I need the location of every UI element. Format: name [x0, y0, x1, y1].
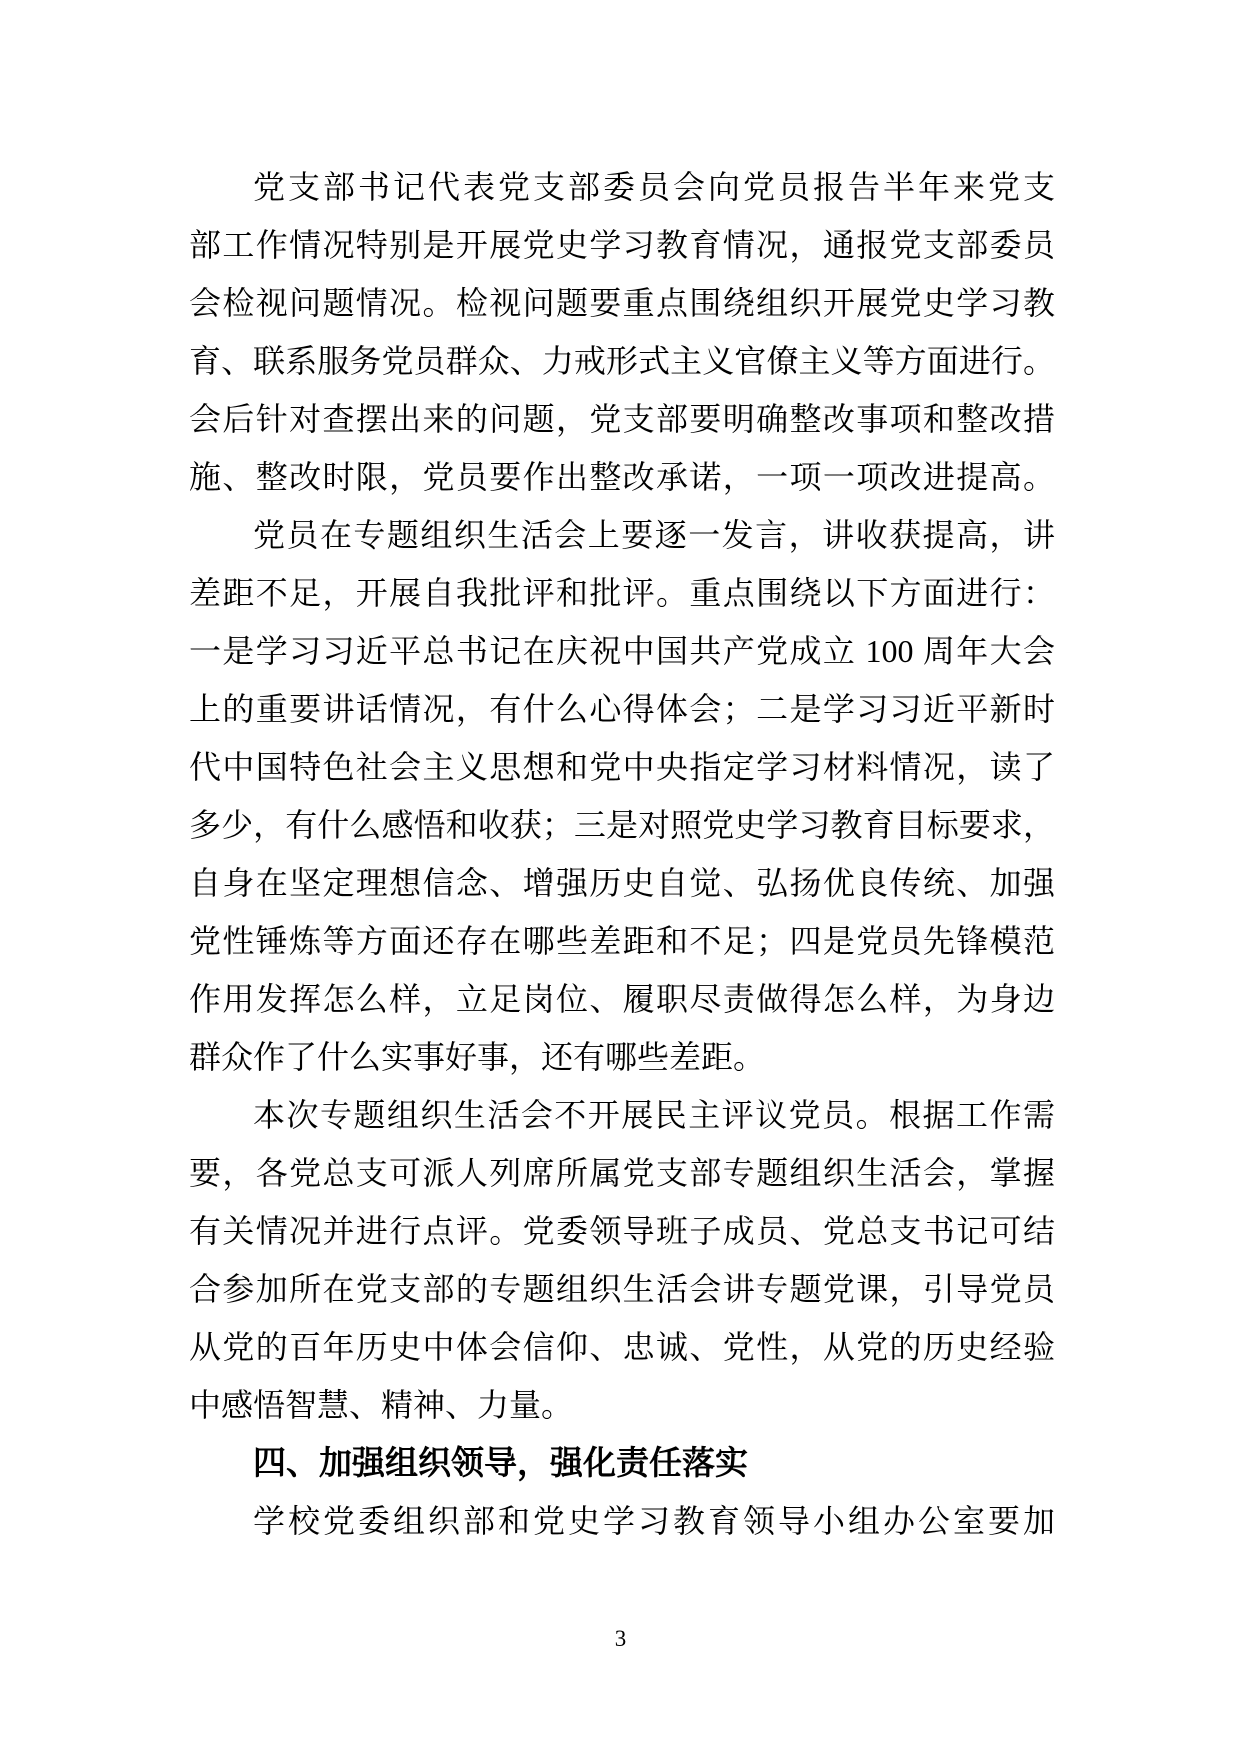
text-line: 自身在坚定理想信念、增强历史自觉、弘扬优良传统、加强 [189, 865, 1055, 901]
text-line: 本次专题组织生活会不开展民主评议党员。根据工作需 [253, 1097, 1055, 1133]
text-line: 党支部书记代表党支部委员会向党员报告半年来党支 [253, 169, 1055, 205]
text-line: 上的重要讲话情况，有什么心得体会；二是学习习近平新时 [189, 691, 1055, 727]
text-line: 部工作情况特别是开展党史学习教育情况，通报党支部委员 [189, 227, 1055, 263]
text-line: 代中国特色社会主义思想和党中央指定学习材料情况，读了 [189, 749, 1055, 785]
text-line: 差距不足，开展自我批评和批评。重点围绕以下方面进行： [189, 575, 1055, 611]
text-line: 党性锤炼等方面还存在哪些差距和不足；四是党员先锋模范 [189, 923, 1055, 959]
text-line: 一是学习习近平总书记在庆祝中国共产党成立 100 周年大会 [189, 633, 1055, 669]
text-line: 从党的百年历史中体会信仰、忠诚、党性，从党的历史经验 [189, 1329, 1055, 1365]
text-line: 育、联系服务党员群众、力戒形式主义官僚主义等方面进行。 [189, 343, 1055, 379]
text-line: 学校党委组织部和党史学习教育领导小组办公室要加 [253, 1503, 1055, 1539]
text-line: 会后针对查摆出来的问题，党支部要明确整改事项和整改措 [189, 401, 1055, 437]
text-line: 有关情况并进行点评。党委领导班子成员、党总支书记可结 [189, 1213, 1055, 1249]
document-body [189, 158, 1055, 1550]
page-number: 3 [614, 1626, 627, 1651]
text-line: 多少，有什么感悟和收获；三是对照党史学习教育目标要求， [189, 807, 1055, 843]
text-line: 施、整改时限，党员要作出整改承诺，一项一项改进提高。 [189, 459, 1055, 495]
text-line: 会检视问题情况。检视问题要重点围绕组织开展党史学习教 [189, 285, 1055, 321]
section-heading: 四、加强组织领导，强化责任落实 [253, 1444, 748, 1481]
text-line: 作用发挥怎么样，立足岗位、履职尽责做得怎么样，为身边 [189, 981, 1055, 1017]
text-line: 党员在专题组织生活会上要逐一发言，讲收获提高，讲 [253, 517, 1055, 553]
text-line: 要，各党总支可派人列席所属党支部专题组织生活会，掌握 [189, 1155, 1055, 1191]
text-line: 合参加所在党支部的专题组织生活会讲专题党课，引导党员 [189, 1271, 1055, 1307]
text-line: 中感悟智慧、精神、力量。 [189, 1387, 574, 1423]
text-line: 群众作了什么实事好事，还有哪些差距。 [189, 1039, 766, 1075]
